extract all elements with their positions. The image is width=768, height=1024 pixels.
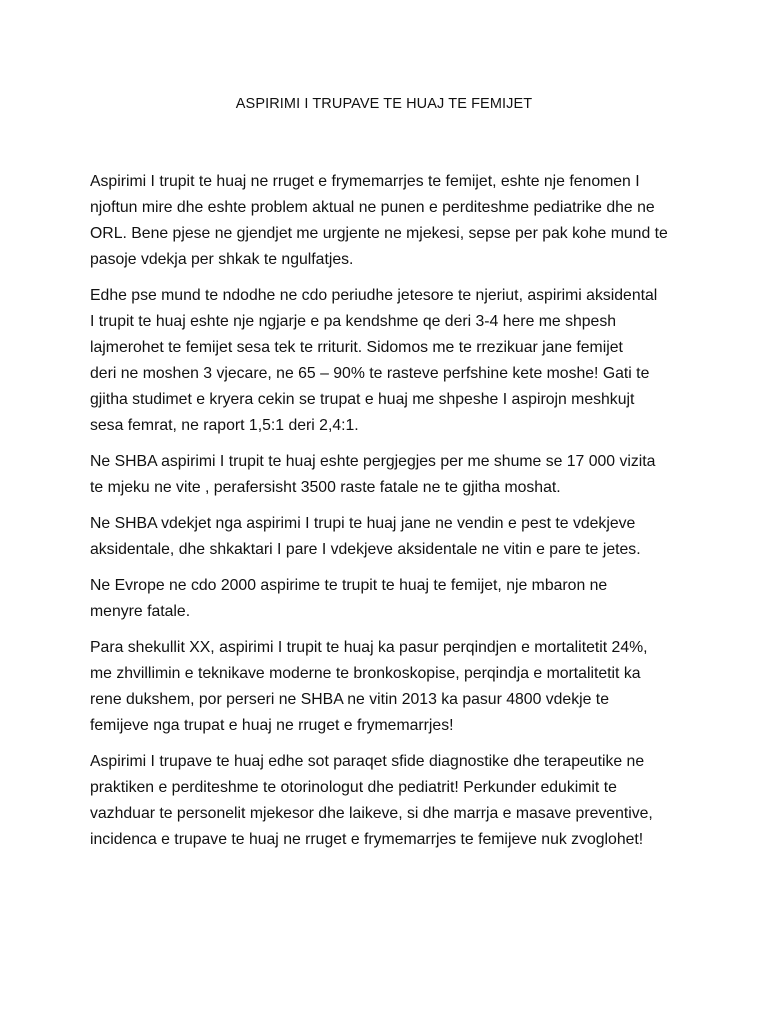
text-line: pasoje vdekja per shkak te ngulfatjes.	[90, 251, 354, 268]
text-line: Ne SHBA aspirimi I trupit te huaj eshte pergjegjes per me shume se 17 000 vizita	[90, 453, 656, 470]
text-line: vazhduar te personelit mjekesor dhe laikeve, si dhe marrja e masave preventive,	[90, 805, 653, 822]
paragraph-6	[90, 635, 690, 739]
text-line: Edhe pse mund te ndodhe ne cdo periudhe jetesore te njeriut, aspirimi aksidental	[90, 287, 658, 304]
text-line: me zhvillimin e teknikave moderne te bronkoskopise, perqindja e mortalitetit ka	[90, 665, 641, 682]
text-line: sesa femrat, ne raport 1,5:1 deri 2,4:1.	[90, 417, 359, 434]
text-line: Para shekullit XX, aspirimi I trupit te huaj ka pasur perqindjen e mortalitetit 24%,	[90, 639, 648, 656]
text-line: praktiken e perditeshme te otorinologut dhe pediatrit! Perkunder edukimit te	[90, 779, 617, 796]
document-body	[90, 169, 690, 863]
text-line: lajmerohet te femijet sesa tek te rriturit. Sidomos me te rrezikuar jane femijet	[90, 339, 623, 356]
text-line: menyre fatale.	[90, 603, 191, 620]
paragraph-3	[90, 449, 690, 501]
paragraph-7	[90, 749, 690, 853]
text-line: ORL. Bene pjese ne gjendjet me urgjente ne mjekesi, sepse per pak kohe mund te	[90, 225, 668, 242]
document-title: ASPIRIMI I TRUPAVE TE HUAJ TE FEMIJET	[235, 96, 533, 112]
text-line: Aspirimi I trupit te huaj ne rruget e frymemarrjes te femijet, eshte nje fenomen I	[90, 173, 640, 190]
text-line: I trupit te huaj eshte nje ngjarje e pa kendshme qe deri 3-4 here me shpesh	[90, 313, 617, 330]
paragraph-5	[90, 573, 690, 625]
text-line: incidenca e trupave te huaj ne rruget e frymemarrjes te femijeve nuk zvoglohet!	[90, 831, 644, 848]
paragraph-4	[90, 511, 690, 563]
text-line: njoftun mire dhe eshte problem aktual ne punen e perditeshme pediatrike dhe ne	[90, 199, 655, 216]
text-line: te mjeku ne vite , perafersisht 3500 raste fatale ne te gjitha moshat.	[90, 479, 561, 496]
text-line: Ne SHBA vdekjet nga aspirimi I trupi te huaj jane ne vendin e pest te vdekjeve	[90, 515, 636, 532]
text-line: femijeve nga trupat e huaj ne rruget e frymemarrjes!	[90, 717, 454, 734]
paragraph-1	[90, 169, 690, 273]
text-line: Ne Evrope ne cdo 2000 aspirime te trupit te huaj te femijet, nje mbaron ne	[90, 577, 608, 594]
text-line: Aspirimi I trupave te huaj edhe sot paraqet sfide diagnostike dhe terapeutike ne	[90, 753, 645, 770]
paragraph-2	[90, 283, 690, 439]
text-line: rene dukshem, por perseri ne SHBA ne vitin 2013 ka pasur 4800 vdekje te	[90, 691, 609, 708]
text-line: aksidentale, dhe shkaktari I pare I vdekjeve aksidentale ne vitin e pare te jetes.	[90, 541, 641, 558]
text-line: deri ne moshen 3 vjecare, ne 65 – 90% te rasteve perfshine kete moshe! Gati te	[90, 365, 650, 382]
text-line: gjitha studimet e kryera cekin se trupat e huaj me shpeshe I aspirojn meshkujt	[90, 391, 635, 408]
